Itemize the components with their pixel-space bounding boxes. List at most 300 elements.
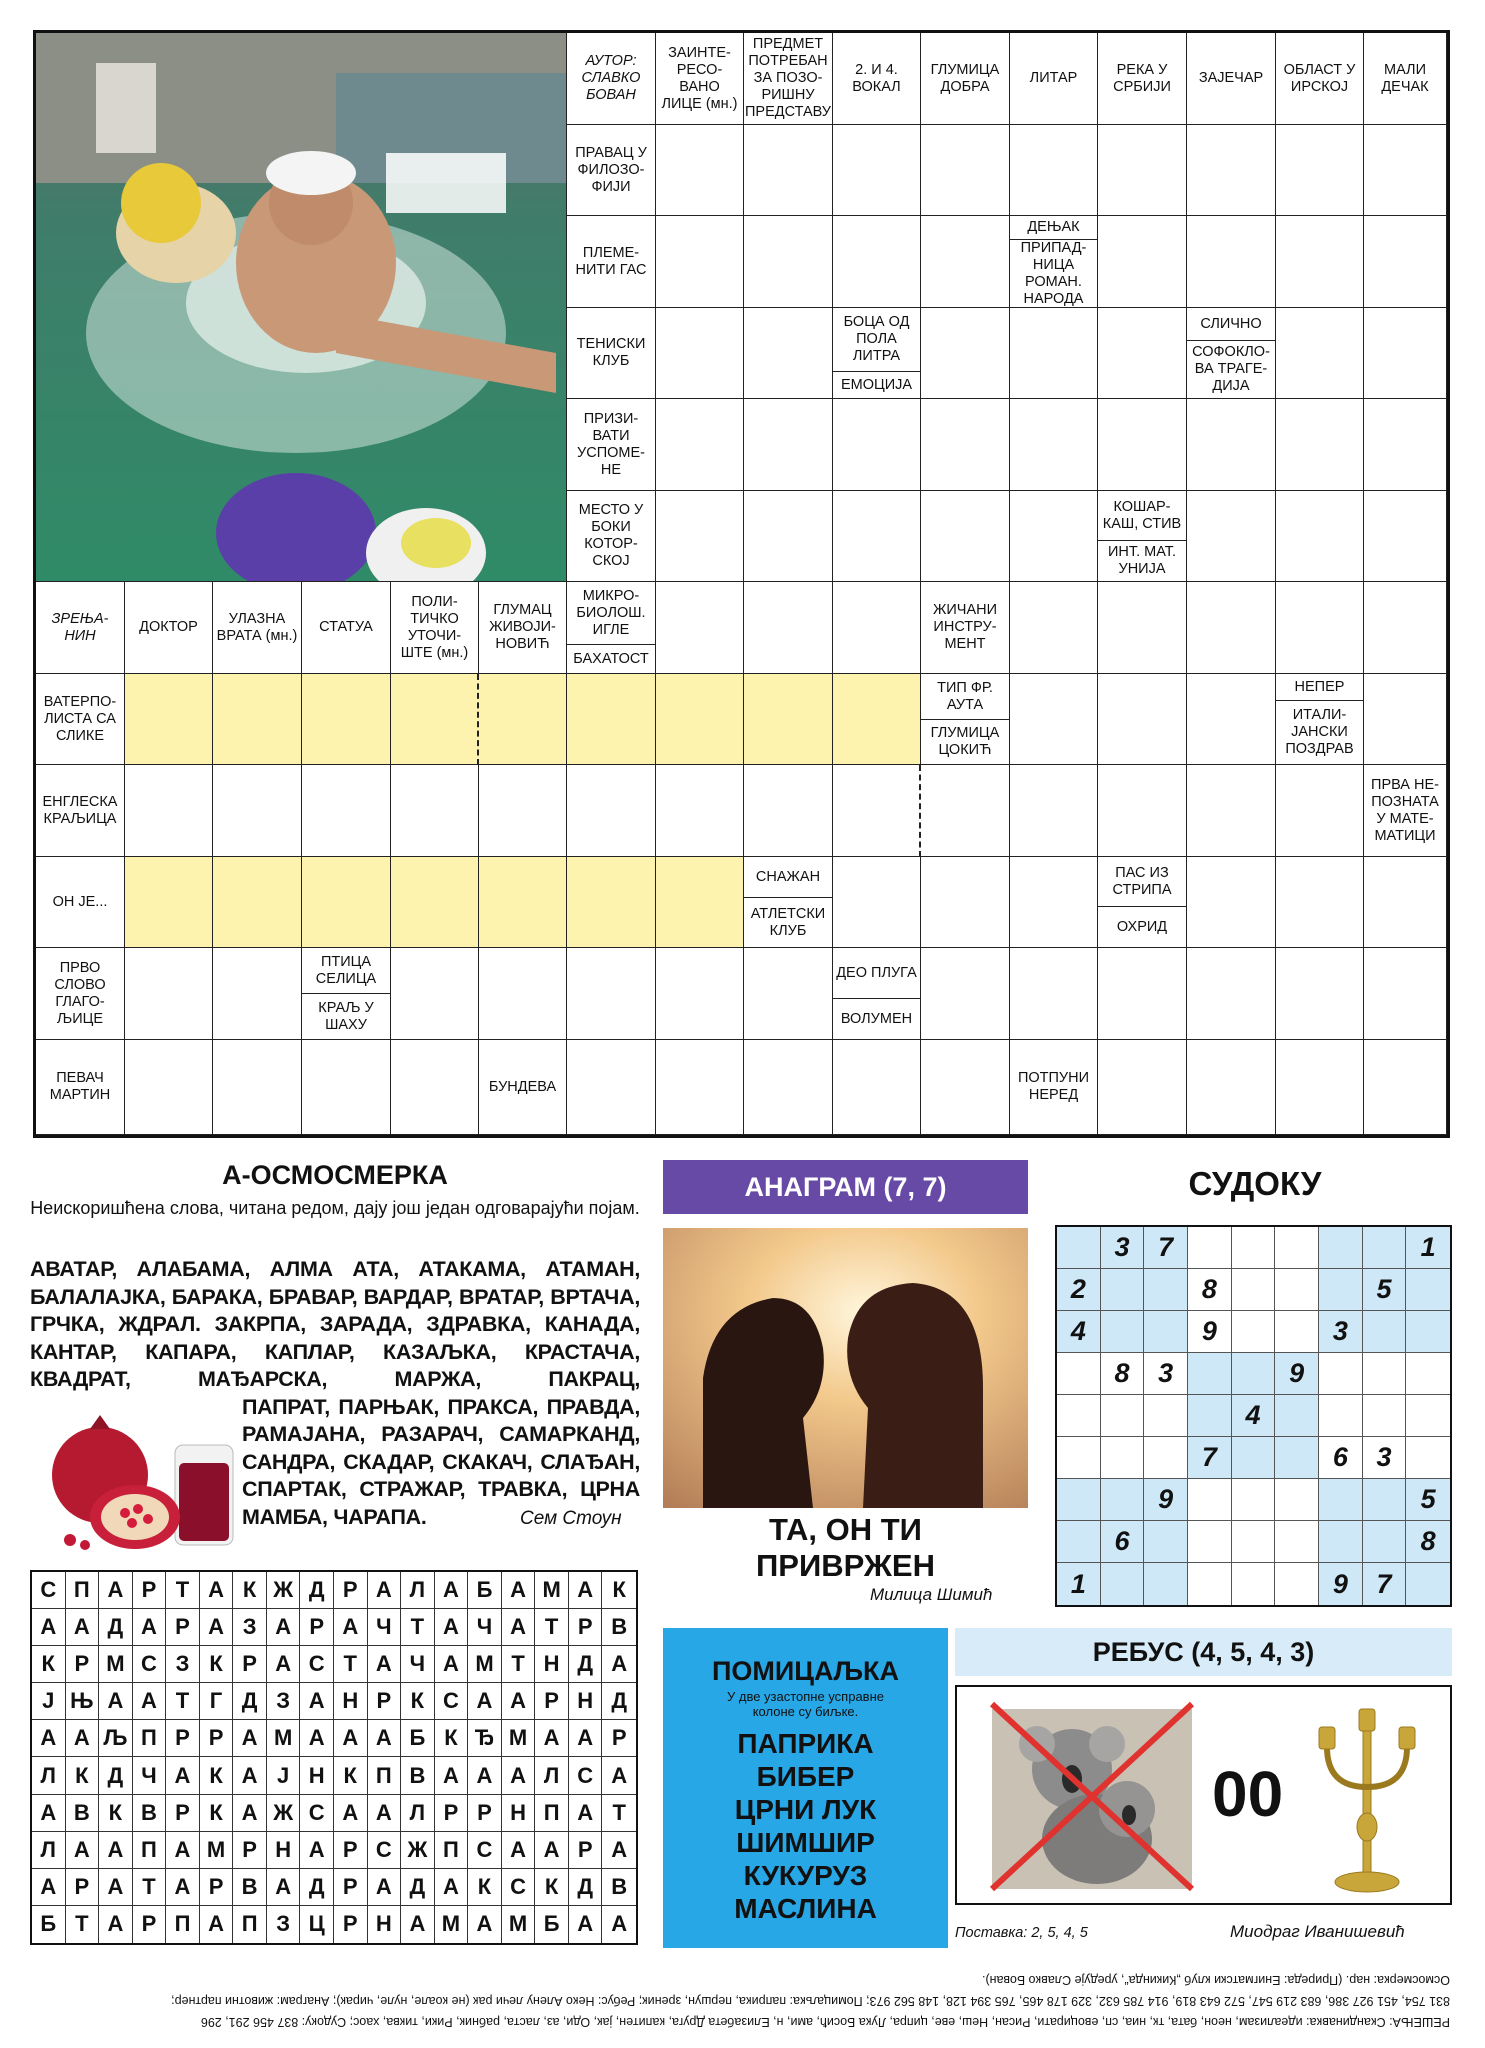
sudoku-cell[interactable] <box>1188 1227 1232 1269</box>
osmosmerka-letter[interactable]: П <box>535 1795 569 1832</box>
osmosmerka-letter[interactable]: П <box>133 1832 167 1869</box>
osmosmerka-letter[interactable]: З <box>233 1609 267 1646</box>
sudoku-cell[interactable] <box>1144 1395 1188 1437</box>
sudoku-cell[interactable] <box>1188 1395 1232 1437</box>
sudoku-cell[interactable] <box>1406 1353 1450 1395</box>
osmosmerka-letter[interactable]: А <box>569 1720 603 1757</box>
answer-cell[interactable] <box>391 765 479 857</box>
osmosmerka-letter[interactable]: Ж <box>401 1832 435 1869</box>
answer-cell[interactable] <box>391 948 479 1040</box>
sudoku-cell[interactable] <box>1232 1437 1276 1479</box>
answer-cell[interactable] <box>744 216 833 308</box>
osmosmerka-letter[interactable]: Ч <box>133 1757 167 1794</box>
answer-cell[interactable] <box>1276 765 1364 857</box>
sudoku-cell[interactable] <box>1057 1521 1101 1563</box>
osmosmerka-letter[interactable]: Д <box>569 1646 603 1683</box>
osmosmerka-letter[interactable]: З <box>267 1683 301 1720</box>
osmosmerka-letter[interactable]: М <box>267 1720 301 1757</box>
osmosmerka-letter[interactable]: Г <box>200 1683 234 1720</box>
answer-cell[interactable] <box>1276 1040 1364 1135</box>
answer-cell[interactable] <box>833 674 921 765</box>
osmosmerka-letter[interactable]: П <box>66 1572 100 1609</box>
osmosmerka-letter[interactable]: В <box>602 1869 636 1906</box>
sudoku-cell[interactable] <box>1057 1227 1101 1269</box>
osmosmerka-letter[interactable]: М <box>502 1906 536 1943</box>
osmosmerka-letter[interactable]: А <box>468 1906 502 1943</box>
osmosmerka-letter[interactable]: А <box>233 1757 267 1794</box>
answer-cell[interactable] <box>744 948 833 1040</box>
osmosmerka-letter[interactable]: Д <box>300 1869 334 1906</box>
osmosmerka-letter[interactable]: К <box>401 1683 435 1720</box>
osmosmerka-letter[interactable]: Р <box>233 1832 267 1869</box>
osmosmerka-letter[interactable]: М <box>435 1906 469 1943</box>
osmosmerka-letter[interactable]: М <box>535 1572 569 1609</box>
osmosmerka-letter[interactable]: Н <box>267 1832 301 1869</box>
osmosmerka-letter[interactable]: Т <box>66 1906 100 1943</box>
answer-cell[interactable] <box>656 582 744 674</box>
answer-cell[interactable] <box>479 765 567 857</box>
osmosmerka-letter[interactable]: К <box>32 1646 66 1683</box>
answer-cell[interactable] <box>744 125 833 216</box>
osmosmerka-letter[interactable]: С <box>368 1832 402 1869</box>
answer-cell[interactable] <box>833 125 921 216</box>
osmosmerka-letter[interactable]: З <box>166 1646 200 1683</box>
osmosmerka-letter[interactable]: Р <box>569 1609 603 1646</box>
answer-cell[interactable] <box>1010 125 1098 216</box>
sudoku-cell[interactable] <box>1319 1269 1363 1311</box>
osmosmerka-letter[interactable]: К <box>99 1795 133 1832</box>
osmosmerka-letter[interactable]: Р <box>334 1572 368 1609</box>
osmosmerka-letter[interactable]: А <box>502 1757 536 1794</box>
osmosmerka-letter[interactable]: Т <box>133 1869 167 1906</box>
sudoku-cell[interactable] <box>1101 1311 1145 1353</box>
answer-cell[interactable] <box>479 857 567 948</box>
osmosmerka-letter[interactable]: А <box>502 1683 536 1720</box>
osmosmerka-letter[interactable]: Н <box>535 1646 569 1683</box>
osmosmerka-letter[interactable]: М <box>99 1646 133 1683</box>
osmosmerka-letter[interactable]: К <box>435 1720 469 1757</box>
osmosmerka-letter[interactable]: П <box>233 1906 267 1943</box>
osmosmerka-letter[interactable]: А <box>435 1572 469 1609</box>
osmosmerka-letter[interactable]: Р <box>66 1646 100 1683</box>
osmosmerka-letter[interactable]: А <box>468 1683 502 1720</box>
sudoku-cell[interactable] <box>1188 1353 1232 1395</box>
osmosmerka-letter[interactable]: Б <box>32 1906 66 1943</box>
osmosmerka-letter[interactable]: П <box>166 1906 200 1943</box>
sudoku-cell[interactable] <box>1232 1353 1276 1395</box>
osmosmerka-letter[interactable]: Л <box>401 1795 435 1832</box>
osmosmerka-letter[interactable]: С <box>502 1869 536 1906</box>
osmosmerka-letter[interactable]: Л <box>32 1757 66 1794</box>
answer-cell[interactable] <box>1010 948 1098 1040</box>
answer-cell[interactable] <box>1276 857 1364 948</box>
osmosmerka-letter[interactable]: Н <box>334 1683 368 1720</box>
answer-cell[interactable] <box>1364 1040 1447 1135</box>
osmosmerka-letter[interactable]: А <box>569 1572 603 1609</box>
answer-cell[interactable] <box>1098 308 1187 399</box>
answer-cell[interactable] <box>1098 399 1187 491</box>
answer-cell[interactable] <box>833 857 921 948</box>
sudoku-cell[interactable] <box>1101 1269 1145 1311</box>
osmosmerka-letter[interactable]: К <box>468 1869 502 1906</box>
sudoku-cell[interactable] <box>1232 1269 1276 1311</box>
answer-cell[interactable] <box>1276 308 1364 399</box>
answer-cell[interactable] <box>1364 125 1447 216</box>
osmosmerka-letter[interactable]: В <box>133 1795 167 1832</box>
osmosmerka-letter[interactable]: Т <box>602 1795 636 1832</box>
osmosmerka-letter[interactable]: А <box>233 1720 267 1757</box>
answer-cell[interactable] <box>921 399 1010 491</box>
osmosmerka-letter[interactable]: Р <box>368 1683 402 1720</box>
answer-cell[interactable] <box>391 1040 479 1135</box>
osmosmerka-letter[interactable]: С <box>468 1832 502 1869</box>
answer-cell[interactable] <box>1364 857 1447 948</box>
answer-cell[interactable] <box>302 765 391 857</box>
osmosmerka-letter[interactable]: А <box>267 1869 301 1906</box>
osmosmerka-letter[interactable]: С <box>133 1646 167 1683</box>
answer-cell[interactable] <box>656 308 744 399</box>
osmosmerka-letter[interactable]: Ј <box>32 1683 66 1720</box>
osmosmerka-letter[interactable]: Д <box>99 1757 133 1794</box>
answer-cell[interactable] <box>833 1040 921 1135</box>
osmosmerka-letter[interactable]: А <box>32 1869 66 1906</box>
answer-cell[interactable] <box>833 399 921 491</box>
osmosmerka-letter[interactable]: Р <box>602 1720 636 1757</box>
sudoku-cell[interactable] <box>1232 1521 1276 1563</box>
sudoku-cell[interactable] <box>1232 1479 1276 1521</box>
osmosmerka-letter[interactable]: А <box>200 1572 234 1609</box>
osmosmerka-letter[interactable]: А <box>435 1757 469 1794</box>
answer-cell[interactable] <box>1098 125 1187 216</box>
answer-cell[interactable] <box>1187 857 1276 948</box>
osmosmerka-letter[interactable]: Р <box>334 1869 368 1906</box>
osmosmerka-letter[interactable]: А <box>535 1832 569 1869</box>
sudoku-cell[interactable] <box>1101 1395 1145 1437</box>
sudoku-cell[interactable] <box>1363 1227 1407 1269</box>
answer-cell[interactable] <box>125 765 213 857</box>
osmosmerka-letter[interactable]: Д <box>99 1609 133 1646</box>
answer-cell[interactable] <box>1276 491 1364 582</box>
osmosmerka-letter[interactable]: Н <box>300 1757 334 1794</box>
osmosmerka-letter[interactable]: Б <box>535 1906 569 1943</box>
sudoku-cell[interactable] <box>1319 1479 1363 1521</box>
osmosmerka-letter[interactable]: Р <box>468 1795 502 1832</box>
osmosmerka-letter[interactable]: Р <box>66 1869 100 1906</box>
sudoku-cell[interactable] <box>1406 1563 1450 1605</box>
osmosmerka-letter[interactable]: Р <box>166 1609 200 1646</box>
sudoku-cell[interactable] <box>1144 1311 1188 1353</box>
osmosmerka-letter[interactable]: А <box>32 1720 66 1757</box>
osmosmerka-letter[interactable]: А <box>66 1832 100 1869</box>
sudoku-cell[interactable] <box>1101 1563 1145 1605</box>
osmosmerka-letter[interactable]: Т <box>166 1572 200 1609</box>
osmosmerka-letter[interactable]: А <box>368 1795 402 1832</box>
sudoku-cell[interactable] <box>1057 1395 1101 1437</box>
sudoku-cell[interactable] <box>1144 1269 1188 1311</box>
answer-cell[interactable] <box>567 765 656 857</box>
osmosmerka-letter[interactable]: А <box>535 1720 569 1757</box>
sudoku-cell[interactable] <box>1188 1521 1232 1563</box>
osmosmerka-letter[interactable]: Р <box>300 1609 334 1646</box>
sudoku-cell[interactable] <box>1057 1437 1101 1479</box>
sudoku-cell[interactable] <box>1144 1521 1188 1563</box>
answer-cell[interactable] <box>1276 125 1364 216</box>
answer-cell[interactable] <box>567 674 656 765</box>
answer-cell[interactable] <box>1276 582 1364 674</box>
osmosmerka-letter[interactable]: Њ <box>66 1683 100 1720</box>
osmosmerka-letter[interactable]: К <box>200 1646 234 1683</box>
answer-cell[interactable] <box>567 1040 656 1135</box>
answer-cell[interactable] <box>213 857 302 948</box>
osmosmerka-letter[interactable]: К <box>200 1795 234 1832</box>
answer-cell[interactable] <box>1010 399 1098 491</box>
answer-cell[interactable] <box>1098 674 1187 765</box>
answer-cell[interactable] <box>213 674 302 765</box>
osmosmerka-letter[interactable]: Ч <box>468 1609 502 1646</box>
osmosmerka-letter[interactable]: Ж <box>267 1795 301 1832</box>
answer-cell[interactable] <box>921 857 1010 948</box>
answer-cell[interactable] <box>1010 491 1098 582</box>
answer-cell[interactable] <box>921 491 1010 582</box>
osmosmerka-letter[interactable]: А <box>334 1720 368 1757</box>
osmosmerka-letter[interactable]: Д <box>569 1869 603 1906</box>
osmosmerka-letter[interactable]: А <box>99 1869 133 1906</box>
answer-cell[interactable] <box>921 948 1010 1040</box>
osmosmerka-letter[interactable]: А <box>602 1646 636 1683</box>
osmosmerka-letter[interactable]: Р <box>200 1720 234 1757</box>
osmosmerka-letter[interactable]: В <box>401 1757 435 1794</box>
osmosmerka-letter[interactable]: А <box>334 1795 368 1832</box>
osmosmerka-letter[interactable]: Р <box>535 1683 569 1720</box>
osmosmerka-letter[interactable]: А <box>133 1683 167 1720</box>
osmosmerka-letter[interactable]: Л <box>32 1832 66 1869</box>
osmosmerka-letter[interactable]: А <box>99 1832 133 1869</box>
osmosmerka-letter[interactable]: В <box>233 1869 267 1906</box>
osmosmerka-letter[interactable]: А <box>368 1572 402 1609</box>
answer-cell[interactable] <box>1364 491 1447 582</box>
answer-cell[interactable] <box>833 216 921 308</box>
answer-cell[interactable] <box>656 1040 744 1135</box>
answer-cell[interactable] <box>1364 399 1447 491</box>
answer-cell[interactable] <box>125 1040 213 1135</box>
osmosmerka-letter[interactable]: А <box>468 1757 502 1794</box>
answer-cell[interactable] <box>1364 582 1447 674</box>
sudoku-cell[interactable] <box>1144 1437 1188 1479</box>
osmosmerka-letter[interactable]: А <box>368 1720 402 1757</box>
osmosmerka-letter[interactable]: Б <box>401 1720 435 1757</box>
answer-cell[interactable] <box>744 765 833 857</box>
answer-cell[interactable] <box>213 765 302 857</box>
answer-cell[interactable] <box>744 1040 833 1135</box>
osmosmerka-letter[interactable]: Ђ <box>468 1720 502 1757</box>
osmosmerka-letter[interactable]: А <box>569 1795 603 1832</box>
osmosmerka-letter[interactable]: П <box>368 1757 402 1794</box>
answer-cell[interactable] <box>1098 1040 1187 1135</box>
answer-cell[interactable] <box>1187 491 1276 582</box>
answer-cell[interactable] <box>1364 216 1447 308</box>
osmosmerka-letter[interactable]: Ј <box>267 1757 301 1794</box>
osmosmerka-letter[interactable]: А <box>569 1906 603 1943</box>
answer-cell[interactable] <box>833 582 921 674</box>
answer-cell[interactable] <box>1098 582 1187 674</box>
answer-cell[interactable] <box>1098 948 1187 1040</box>
answer-cell[interactable] <box>656 399 744 491</box>
osmosmerka-letter[interactable]: А <box>99 1906 133 1943</box>
osmosmerka-letter[interactable]: Н <box>569 1683 603 1720</box>
answer-cell[interactable] <box>1010 308 1098 399</box>
sudoku-cell[interactable] <box>1232 1563 1276 1605</box>
osmosmerka-letter[interactable]: П <box>133 1720 167 1757</box>
osmosmerka-letter[interactable]: Љ <box>99 1720 133 1757</box>
osmosmerka-letter[interactable]: К <box>66 1757 100 1794</box>
osmosmerka-letter[interactable]: В <box>66 1795 100 1832</box>
osmosmerka-letter[interactable]: Ч <box>401 1646 435 1683</box>
answer-cell[interactable] <box>833 765 921 857</box>
answer-cell[interactable] <box>744 582 833 674</box>
answer-cell[interactable] <box>479 674 567 765</box>
answer-cell[interactable] <box>656 674 744 765</box>
answer-cell[interactable] <box>1276 216 1364 308</box>
osmosmerka-letter[interactable]: Л <box>535 1757 569 1794</box>
osmosmerka-letter[interactable]: А <box>435 1609 469 1646</box>
sudoku-cell[interactable] <box>1057 1479 1101 1521</box>
sudoku-cell[interactable] <box>1363 1521 1407 1563</box>
osmosmerka-letter[interactable]: А <box>133 1609 167 1646</box>
osmosmerka-letter[interactable]: А <box>502 1832 536 1869</box>
osmosmerka-letter[interactable]: А <box>66 1609 100 1646</box>
osmosmerka-letter[interactable]: К <box>535 1869 569 1906</box>
osmosmerka-letter[interactable]: А <box>99 1683 133 1720</box>
osmosmerka-letter[interactable]: А <box>32 1609 66 1646</box>
answer-cell[interactable] <box>1187 399 1276 491</box>
answer-cell[interactable] <box>1010 674 1098 765</box>
osmosmerka-letter[interactable]: А <box>602 1757 636 1794</box>
answer-cell[interactable] <box>125 948 213 1040</box>
answer-cell[interactable] <box>1010 857 1098 948</box>
osmosmerka-letter[interactable]: А <box>200 1906 234 1943</box>
sudoku-cell[interactable] <box>1101 1437 1145 1479</box>
osmosmerka-letter[interactable]: Н <box>502 1795 536 1832</box>
osmosmerka-letter[interactable]: А <box>166 1869 200 1906</box>
osmosmerka-letter[interactable]: Т <box>502 1646 536 1683</box>
sudoku-cell[interactable] <box>1101 1479 1145 1521</box>
sudoku-cell[interactable] <box>1057 1353 1101 1395</box>
osmosmerka-letter[interactable]: Т <box>166 1683 200 1720</box>
answer-cell[interactable] <box>921 1040 1010 1135</box>
answer-cell[interactable] <box>656 765 744 857</box>
answer-cell[interactable] <box>125 857 213 948</box>
osmosmerka-letter[interactable]: А <box>233 1795 267 1832</box>
answer-cell[interactable] <box>1187 216 1276 308</box>
osmosmerka-letter[interactable]: А <box>602 1832 636 1869</box>
sudoku-cell[interactable] <box>1275 1479 1319 1521</box>
answer-cell[interactable] <box>921 216 1010 308</box>
answer-cell[interactable] <box>1364 308 1447 399</box>
answer-cell[interactable] <box>567 857 656 948</box>
answer-cell[interactable] <box>1187 582 1276 674</box>
sudoku-cell[interactable] <box>1275 1311 1319 1353</box>
osmosmerka-letter[interactable]: Р <box>133 1572 167 1609</box>
osmosmerka-letter[interactable]: С <box>32 1572 66 1609</box>
osmosmerka-letter[interactable]: Д <box>602 1683 636 1720</box>
osmosmerka-letter[interactable]: А <box>611 1911 628 1937</box>
osmosmerka-letter[interactable]: Т <box>334 1646 368 1683</box>
sudoku-cell[interactable] <box>1363 1479 1407 1521</box>
osmosmerka-letter[interactable]: А <box>300 1683 334 1720</box>
osmosmerka-letter[interactable]: А <box>300 1832 334 1869</box>
osmosmerka-letter[interactable]: З <box>267 1906 301 1943</box>
osmosmerka-letter[interactable]: В <box>602 1609 636 1646</box>
osmosmerka-letter[interactable]: К <box>334 1757 368 1794</box>
osmosmerka-letter[interactable]: Р <box>166 1795 200 1832</box>
osmosmerka-letter[interactable]: Р <box>133 1906 167 1943</box>
answer-cell[interactable] <box>302 857 391 948</box>
answer-cell[interactable] <box>656 491 744 582</box>
osmosmerka-letter[interactable]: А <box>267 1646 301 1683</box>
answer-cell[interactable] <box>744 674 833 765</box>
osmosmerka-letter[interactable]: А <box>502 1609 536 1646</box>
answer-cell[interactable] <box>1187 674 1276 765</box>
answer-cell[interactable] <box>1187 1040 1276 1135</box>
osmosmerka-letter[interactable]: Т <box>401 1609 435 1646</box>
osmosmerka-letter[interactable]: А <box>502 1572 536 1609</box>
answer-cell[interactable] <box>1364 674 1447 765</box>
answer-cell[interactable] <box>1276 948 1364 1040</box>
osmosmerka-letter[interactable]: Ч <box>368 1609 402 1646</box>
sudoku-cell[interactable] <box>1363 1353 1407 1395</box>
osmosmerka-letter[interactable]: С <box>300 1646 334 1683</box>
osmosmerka-letter[interactable]: Д <box>401 1869 435 1906</box>
answer-cell[interactable] <box>567 948 656 1040</box>
osmosmerka-letter[interactable]: Ж <box>267 1572 301 1609</box>
osmosmerka-letter[interactable]: А <box>66 1720 100 1757</box>
osmosmerka-letter[interactable]: А <box>166 1757 200 1794</box>
answer-cell[interactable] <box>833 491 921 582</box>
answer-cell[interactable] <box>391 674 479 765</box>
osmosmerka-letter[interactable]: М <box>502 1720 536 1757</box>
sudoku-cell[interactable] <box>1406 1395 1450 1437</box>
osmosmerka-letter[interactable]: Л <box>401 1572 435 1609</box>
osmosmerka-letter[interactable]: К <box>200 1757 234 1794</box>
sudoku-cell[interactable] <box>1363 1395 1407 1437</box>
sudoku-cell[interactable] <box>1275 1437 1319 1479</box>
osmosmerka-letter[interactable]: А <box>267 1609 301 1646</box>
answer-cell[interactable] <box>1187 948 1276 1040</box>
osmosmerka-letter[interactable]: Б <box>468 1572 502 1609</box>
osmosmerka-letter[interactable]: Р <box>569 1832 603 1869</box>
sudoku-cell[interactable] <box>1406 1437 1450 1479</box>
answer-cell[interactable] <box>302 1040 391 1135</box>
answer-cell[interactable] <box>744 491 833 582</box>
osmosmerka-letter[interactable]: Р <box>200 1869 234 1906</box>
answer-cell[interactable] <box>213 1040 302 1135</box>
sudoku-cell[interactable] <box>1363 1311 1407 1353</box>
sudoku-cell[interactable] <box>1275 1227 1319 1269</box>
sudoku-cell[interactable] <box>1275 1269 1319 1311</box>
osmosmerka-letter[interactable]: Н <box>368 1906 402 1943</box>
osmosmerka-letter[interactable]: А <box>32 1795 66 1832</box>
answer-cell[interactable] <box>1187 765 1276 857</box>
answer-cell[interactable] <box>125 674 213 765</box>
answer-cell[interactable] <box>656 857 744 948</box>
answer-cell[interactable] <box>1276 399 1364 491</box>
answer-cell[interactable] <box>1098 765 1187 857</box>
sudoku-cell[interactable] <box>1144 1563 1188 1605</box>
osmosmerka-letter[interactable]: С <box>300 1795 334 1832</box>
osmosmerka-letter[interactable]: А <box>99 1572 133 1609</box>
osmosmerka-letter[interactable]: А <box>300 1720 334 1757</box>
osmosmerka-letter[interactable]: А <box>368 1646 402 1683</box>
